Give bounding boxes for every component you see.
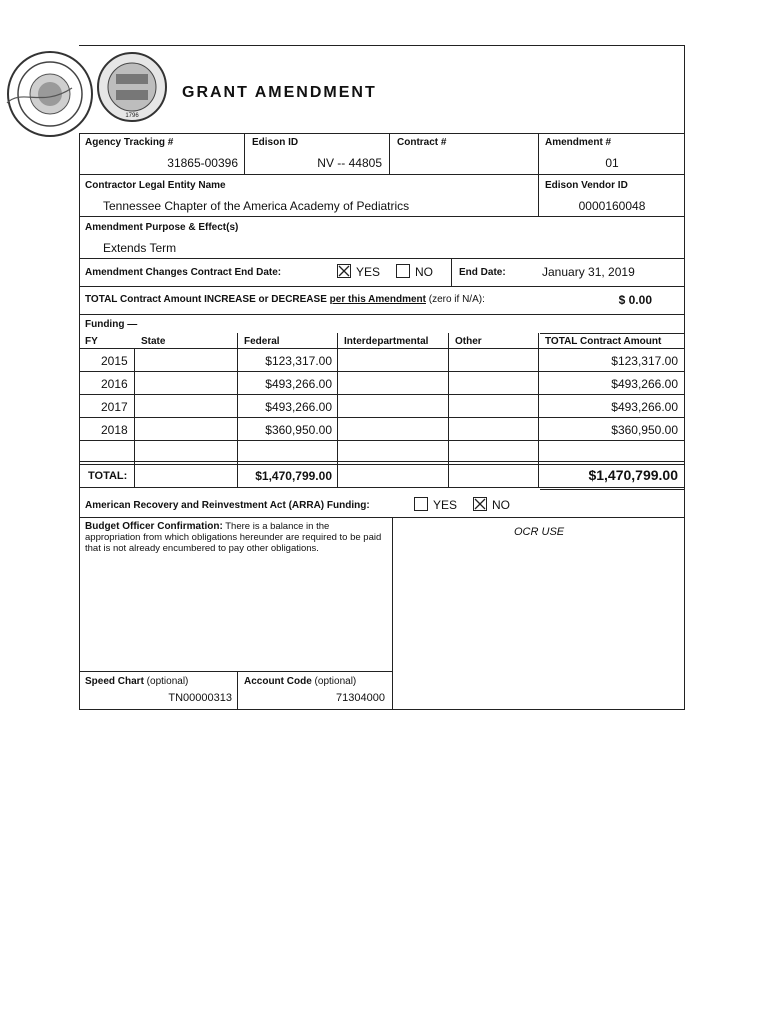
divider xyxy=(79,464,685,465)
end-date-change-label: Amendment Changes Contract End Date: xyxy=(85,267,282,278)
divider xyxy=(79,258,685,259)
row-2018-federal: $360,950.00 xyxy=(265,423,332,437)
total-row-total: $1,470,799.00 xyxy=(588,467,678,483)
divider xyxy=(79,133,685,134)
divider xyxy=(538,133,539,216)
col-header-other: Other xyxy=(455,336,482,347)
total-change-label xyxy=(85,294,485,305)
row-2018-fy: 2018 xyxy=(101,423,128,437)
speed-chart-label-main: Speed Chart xyxy=(85,676,144,687)
end-date-no-label: NO xyxy=(415,265,433,279)
row-2017-federal: $493,266.00 xyxy=(265,400,332,414)
arra-yes-checkbox[interactable] xyxy=(414,497,428,511)
total-change-value: $ 0.00 xyxy=(618,293,652,307)
arra-no-label: NO xyxy=(492,498,510,512)
arra-yes-label: YES xyxy=(433,498,458,512)
speed-chart-label xyxy=(85,676,188,687)
row-2016-federal: $493,266.00 xyxy=(265,377,332,391)
divider xyxy=(237,671,238,709)
speed-chart-value: TN00000313 xyxy=(168,692,232,704)
row-2016-fy: 2016 xyxy=(101,377,128,391)
col-header-fy: FY xyxy=(85,336,98,347)
per-amendment-text: per this Amendment xyxy=(329,294,426,305)
contractor-name-label: Contractor Legal Entity Name xyxy=(85,180,226,191)
row-2018-total: $360,950.00 xyxy=(611,423,678,437)
form-top-border xyxy=(79,45,685,46)
purpose-value: Extends Term xyxy=(103,241,177,255)
svg-text:1796: 1796 xyxy=(125,113,139,119)
row-2015-fy: 2015 xyxy=(101,354,128,368)
purpose-label: Amendment Purpose & Effect(s) xyxy=(85,222,239,233)
account-code-value: 71304000 xyxy=(336,692,385,704)
divider xyxy=(79,216,685,217)
speed-chart-label-suffix: (optional) xyxy=(143,676,189,687)
edison-id-label: Edison ID xyxy=(252,137,299,148)
divider xyxy=(540,333,685,334)
total-row-federal: $1,470,799.00 xyxy=(255,469,332,483)
col-header-total: TOTAL Contract Amount xyxy=(545,336,662,347)
checked-x-icon xyxy=(338,265,350,277)
page-title: GRANT AMENDMENT xyxy=(182,84,377,101)
divider xyxy=(79,348,685,349)
agency-tracking-label: Agency Tracking # xyxy=(85,137,174,148)
account-code-label-main: Account Code xyxy=(244,676,312,687)
funding-label: Funding — xyxy=(85,319,138,330)
divider xyxy=(79,461,685,462)
total-row-label: TOTAL: xyxy=(88,470,128,482)
contract-number-label: Contract # xyxy=(397,137,447,148)
arra-label: American Recovery and Reinvestment Act (ARRA) Funding: xyxy=(85,500,370,511)
divider xyxy=(79,174,685,175)
budget-officer-text: There is a balance in the appropriation from which obligations hereunder are required to be paid that is not already encumbered to pay other obligations. xyxy=(85,521,382,554)
end-date-no-checkbox[interactable] xyxy=(396,264,410,278)
total-change-label-suffix: (zero if N/A): xyxy=(425,294,485,305)
edison-id-value: NV -- 44805 xyxy=(317,156,382,170)
divider xyxy=(79,517,685,518)
end-date-yes-checkbox[interactable] xyxy=(337,264,351,278)
amendment-number-value: 01 xyxy=(605,156,619,170)
budget-officer-label: Budget Officer Confirmation: xyxy=(85,521,223,532)
ocr-use-label: OCR USE xyxy=(514,526,565,538)
divider xyxy=(79,394,685,395)
divider xyxy=(451,258,452,286)
divider xyxy=(79,286,685,287)
divider xyxy=(79,417,685,418)
row-2015-total: $123,317.00 xyxy=(611,354,678,368)
form-left-border xyxy=(79,133,80,710)
col-header-state: State xyxy=(141,336,166,347)
divider xyxy=(79,487,685,488)
divider xyxy=(392,517,393,709)
divider xyxy=(79,440,685,441)
arra-no-checkbox[interactable] xyxy=(473,497,487,511)
vendor-id-label: Edison Vendor ID xyxy=(545,180,628,191)
end-date-label: End Date: xyxy=(459,267,506,278)
end-date-value: January 31, 2019 xyxy=(542,265,635,279)
row-2017-fy: 2017 xyxy=(101,400,128,414)
row-2015-federal: $123,317.00 xyxy=(265,354,332,368)
vendor-id-value: 0000160048 xyxy=(578,199,646,213)
amendment-number-label: Amendment # xyxy=(545,137,612,148)
form-bottom-border xyxy=(79,709,685,710)
checked-x-icon xyxy=(474,498,486,510)
divider xyxy=(540,489,685,490)
state-seal xyxy=(96,50,168,124)
col-header-federal: Federal xyxy=(244,336,280,347)
col-header-interdepartmental: Interdepartmental xyxy=(344,336,429,347)
agency-tracking-value: 31865-00396 xyxy=(167,156,238,170)
divider xyxy=(79,371,685,372)
row-2016-total: $493,266.00 xyxy=(611,377,678,391)
total-change-label-main: TOTAL Contract Amount INCREASE or DECREASE xyxy=(85,294,330,305)
end-date-yes-label: YES xyxy=(356,265,381,279)
procurement-seal xyxy=(2,48,102,140)
account-code-label xyxy=(244,676,356,687)
contractor-name-value: Tennessee Chapter of the America Academy of Pediatrics xyxy=(103,199,410,213)
divider xyxy=(244,133,245,174)
form-right-border xyxy=(684,45,685,710)
divider xyxy=(389,133,390,174)
budget-officer-block xyxy=(85,521,385,554)
row-2017-total: $493,266.00 xyxy=(611,400,678,414)
divider xyxy=(79,314,685,315)
divider xyxy=(79,671,393,672)
account-code-label-suffix: (optional) xyxy=(311,676,357,687)
